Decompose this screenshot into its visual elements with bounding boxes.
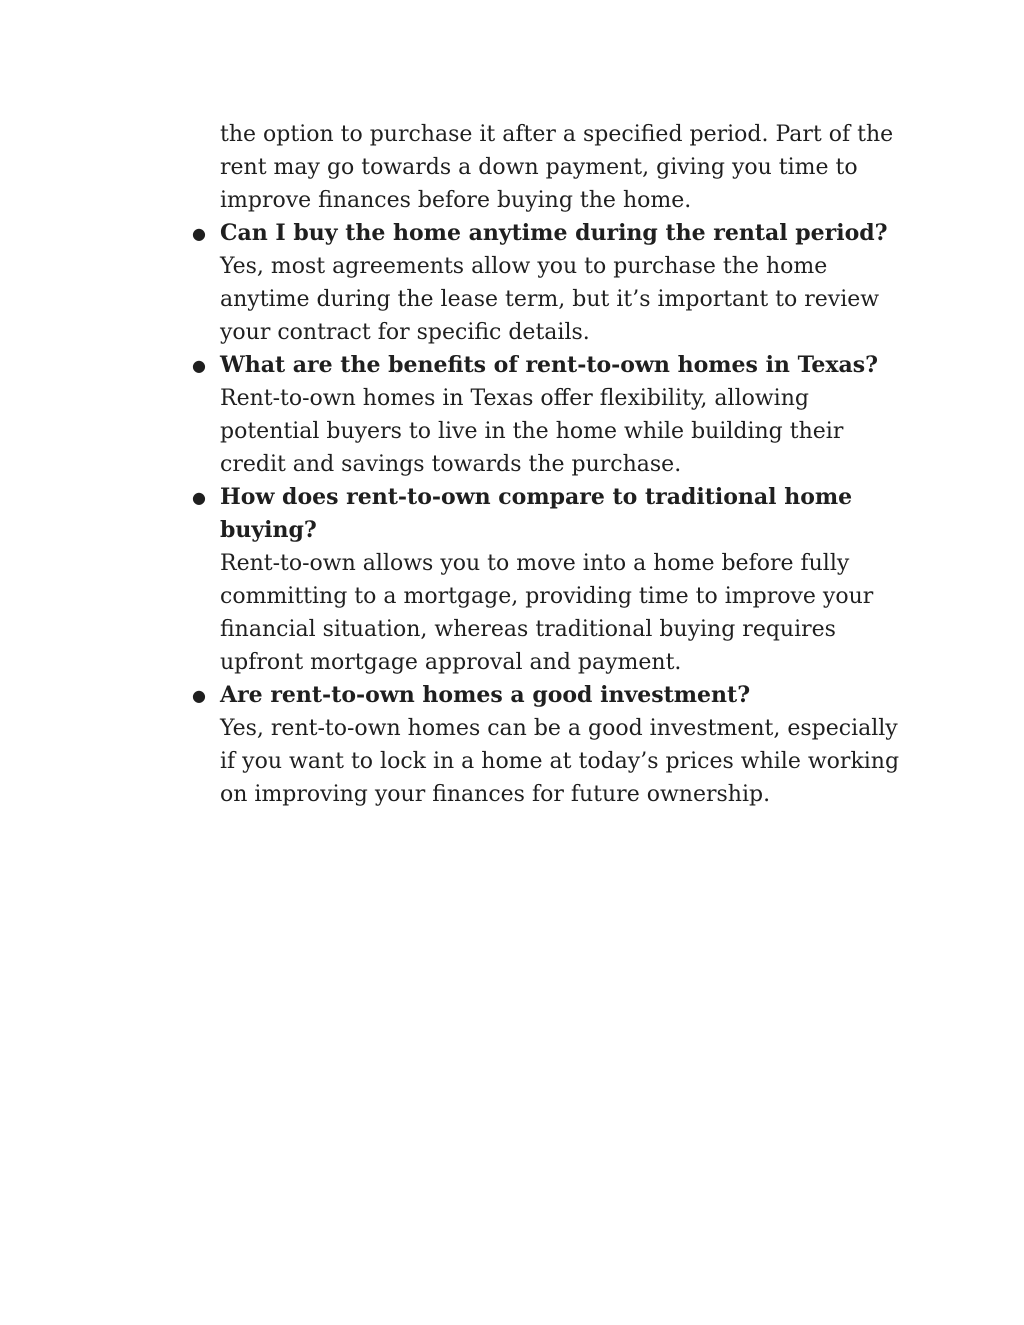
- faq-question: What are the benefits of rent-to-own homes in Texas?: [220, 352, 879, 378]
- bullet-icon: ●: [192, 224, 206, 243]
- bullet-icon: ●: [192, 686, 206, 705]
- intro-paragraph: the option to purchase it after a specified period. Part of the rent may go towards a down payment, giving you time to improve finances before buying the home.: [220, 122, 894, 213]
- bullet-icon: ●: [192, 488, 206, 507]
- faq-question: Can I buy the home anytime during the rental period?: [220, 220, 888, 246]
- faq-answer: Yes, rent-to-own homes can be a good investment, especially if you want to lock in a home at today’s prices while working on improving your finances for future ownership.: [220, 716, 900, 807]
- faq-list: [192, 217, 900, 811]
- faq-answer: Yes, most agreements allow you to purchase the home anytime during the lease term, but it’s important to review your contract for specific details.: [220, 254, 880, 345]
- faq-item: [192, 679, 900, 811]
- faq-question: How does rent-to-own compare to traditional home buying?: [220, 484, 853, 543]
- faq-item: [192, 217, 900, 349]
- faq-answer: Rent-to-own allows you to move into a home before fully committing to a mortgage, providing time to improve your financial situation, whereas traditional buying requires upfront mortgage approval and payment.: [220, 551, 874, 675]
- faq-item: [192, 481, 900, 679]
- faq-item: [192, 349, 900, 481]
- faq-answer: Rent-to-own homes in Texas offer flexibility, allowing potential buyers to live in the home while building their credit and savings towards the purchase.: [220, 386, 844, 477]
- bullet-icon: ●: [192, 356, 206, 375]
- document-content: [192, 118, 900, 811]
- faq-question: Are rent-to-own homes a good investment?: [220, 682, 751, 708]
